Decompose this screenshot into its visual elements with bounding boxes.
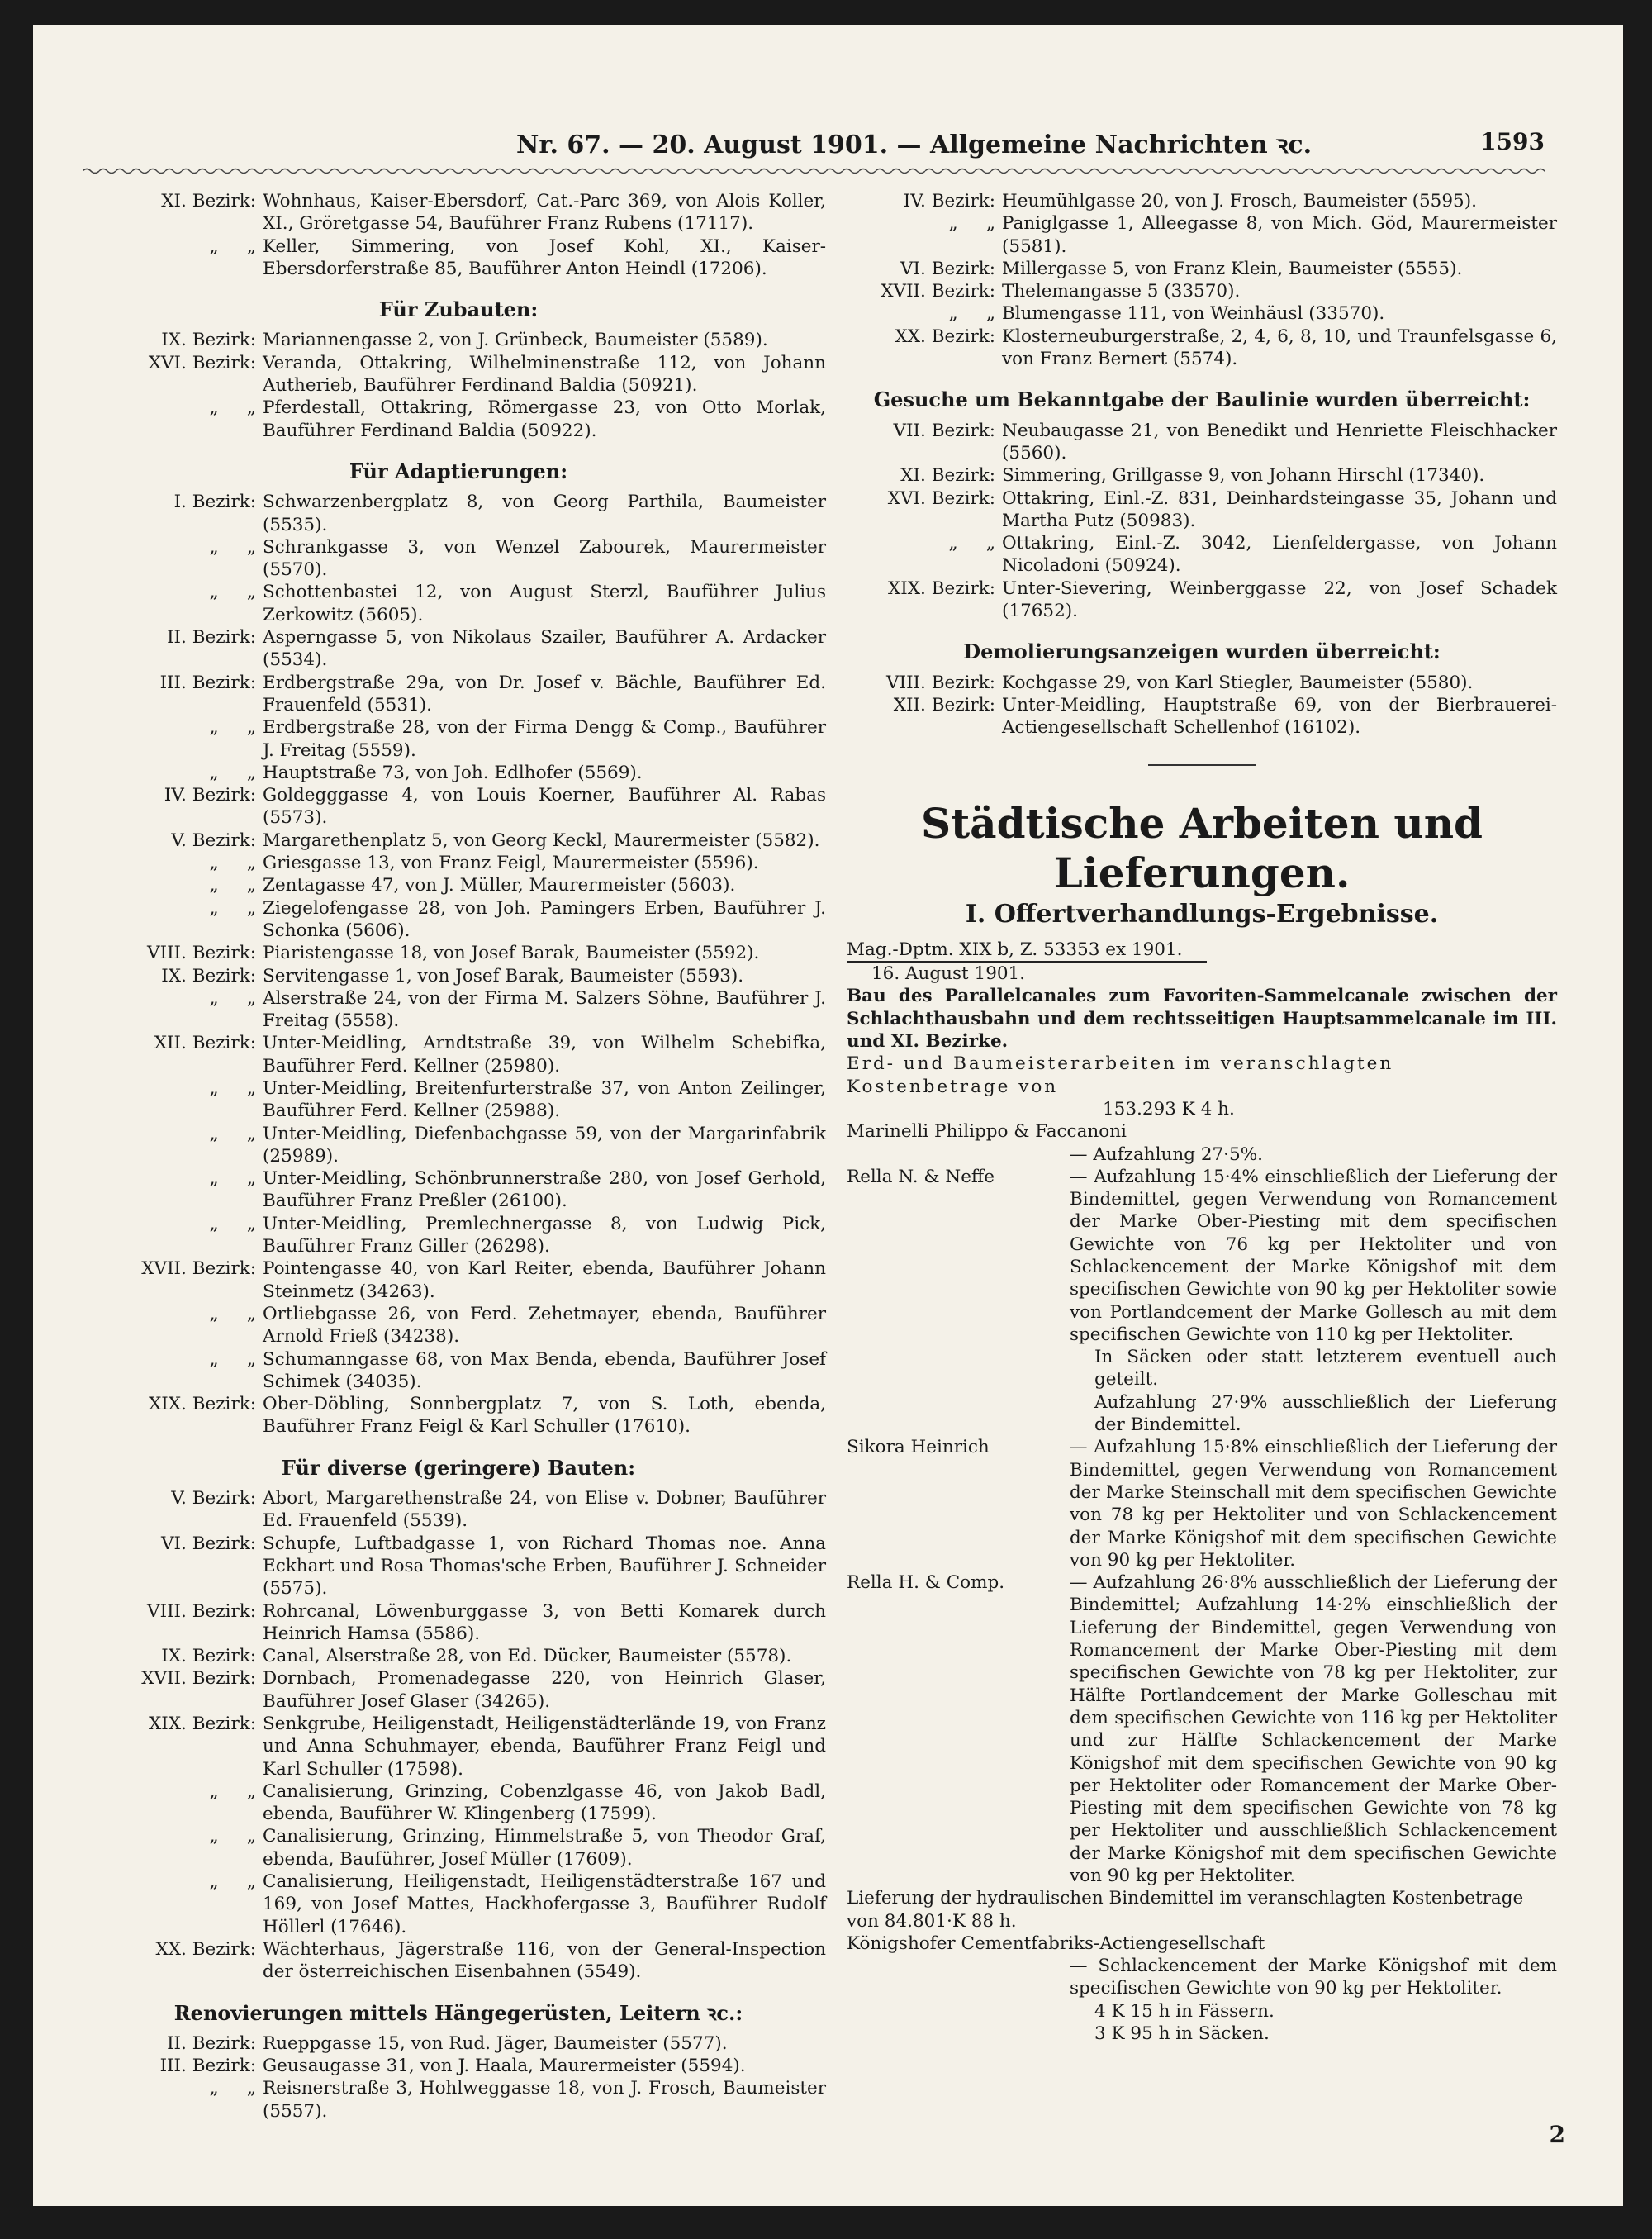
- entry-text: Rueppgasse 15, von Rud. Jäger, Baumeister (5577).: [263, 2032, 728, 2054]
- entry-text: Griesgasse 13, von Franz Feigl, Maurermeister (5596).: [263, 853, 759, 874]
- list-item: [91, 965, 826, 987]
- list-item: [91, 626, 826, 672]
- district-label: XI. Bezirk:: [900, 465, 995, 487]
- list-item: [91, 716, 826, 762]
- district-label: „ „: [209, 1871, 256, 1893]
- list-item: [91, 1938, 826, 1984]
- bidder-name: [847, 1346, 1070, 1391]
- list-item: [91, 942, 826, 964]
- district-label: „ „: [209, 897, 256, 919]
- list-item: [91, 1213, 826, 1258]
- bidder-name: Sikora Heinrich: [847, 1437, 990, 1458]
- list-item: [91, 397, 826, 442]
- entry-text: Hauptstraße 73, von Joh. Edlhofer (5569).: [263, 762, 643, 783]
- entry-text: Rohrcanal, Löwenburggasse 3, von Betti Komarek durch Heinrich Hamsa (5586).: [263, 1600, 826, 1644]
- list-item: [91, 491, 826, 536]
- entry-text: Zentagasse 47, von J. Müller, Maurermeister (5603).: [263, 875, 736, 896]
- section-title-demolierung: Demolierungsanzeigen wurden überreicht:: [963, 639, 1441, 664]
- entry-text: Unter-Meidling, Schönbrunnerstraße 280, von Josef Gerhold, Bauführer Franz Preßler (26100).: [263, 1168, 826, 1212]
- district-label: VIII. Bezirk:: [886, 672, 995, 693]
- section-title-diverse: Für diverse (geringere) Bauten:: [281, 1455, 636, 1480]
- district-label: V. Bezirk:: [171, 830, 256, 851]
- entry-text: Schrankgasse 3, von Wenzel Zabourek, Maurermeister (5570).: [263, 536, 826, 581]
- district-label: „ „: [948, 533, 995, 554]
- entry-text: Canalisierung, Grinzing, Cobenzlgasse 46, von Jakob Badl, ebenda, Bauführer W. Klingenberg (17599).: [263, 1780, 826, 1825]
- entry-text: Servitengasse 1, von Josef Barak, Baumeister (5593).: [263, 965, 744, 986]
- district-label: „ „: [209, 1780, 256, 1802]
- entry-text: Geusaugasse 31, von J. Haala, Maurermeister (5594).: [263, 2056, 746, 2077]
- district-label: XVI. Bezirk:: [148, 352, 256, 373]
- reference-date: 16. August 1901.: [871, 963, 1026, 985]
- bidder-name: Rella H. & Comp.: [847, 1572, 1005, 1594]
- entry-text: Margarethenplatz 5, von Georg Keckl, Maurermeister (5582).: [263, 830, 820, 851]
- district-label: „ „: [209, 397, 256, 419]
- list-item: [847, 326, 1557, 371]
- company-name: Königshofer Cementfabriks-Actiengesellschaft: [847, 1932, 1265, 1954]
- reference-number: Mag.-Dptm. XIX b, Z. 53353 ex 1901.: [847, 939, 1207, 963]
- bidder-terms: In Säcken oder statt letzterem eventuell auch geteilt.: [1094, 1347, 1557, 1390]
- entry-text: Senkgrube, Heiligenstadt, Heiligenstädterlände 19, von Franz und Anna Schuhmayer, ebenda, Bauführer Franz Feigl und Karl Schuller (17598).: [263, 1714, 826, 1780]
- entry-text: Asperngasse 5, von Nikolaus Szailer, Bauführer A. Ardacker (5534).: [263, 627, 826, 671]
- list-item: [91, 2077, 826, 2123]
- district-label: IV. Bezirk:: [903, 191, 995, 212]
- entry-text: Simmering, Grillgasse 9, von Johann Hirschl (17340).: [1002, 465, 1485, 487]
- district-label: VI. Bezirk:: [161, 1533, 256, 1554]
- entry-text: Ober-Döbling, Sonnbergplatz 7, von S. Loth, ebenda, Bauführer Franz Feigl & Karl Schuller (17610).: [263, 1394, 826, 1438]
- list-item: [91, 329, 826, 351]
- list-item: [847, 672, 1557, 694]
- page-header: [66, 120, 1590, 161]
- entry-text: Wohnhaus, Kaiser-Ebersdorf, Cat.-Parc 369, von Alois Koller, XI., Gröretgasse 54, Bauführer Franz Rubens (17117).: [263, 191, 826, 235]
- list-item: [847, 302, 1557, 325]
- works-amount: 153.293 K 4 h.: [1103, 1098, 1235, 1120]
- section-title-baulinie: Gesuche um Bekanntgabe der Baulinie wurden überreicht:: [873, 387, 1531, 412]
- entry-text: Ziegelofengasse 28, von Joh. Pamingers Erben, Bauführer J. Schonka (5606).: [263, 897, 826, 941]
- list-item: [91, 897, 826, 943]
- bidder-offer: [847, 1166, 1557, 1346]
- bidder-offer: [847, 1571, 1557, 1887]
- district-label: IX. Bezirk:: [161, 330, 256, 351]
- bidder-name: Marinelli Philippo & Faccanoni: [847, 1121, 1127, 1143]
- district-label: XVII. Bezirk:: [141, 1258, 256, 1280]
- right-column: [847, 190, 1557, 2045]
- price-barrels: 4 K 15 h in Fässern.: [1094, 2000, 1275, 2022]
- entry-text: Thelemangasse 5 (33570).: [1002, 281, 1241, 302]
- entry-text: Blumengasse 111, von Weinhäusl (33570).: [1002, 303, 1385, 325]
- district-label: III. Bezirk:: [159, 2056, 256, 2077]
- district-label: XIX. Bezirk:: [887, 578, 995, 599]
- entry-text: Paniglgasse 1, Alleegasse 8, von Mich. Göd, Maurermeister (5581).: [1002, 213, 1557, 257]
- entry-text: Goldegggasse 4, von Louis Koerner, Bauführer Al. Rabas (5573).: [263, 785, 826, 829]
- district-label: „ „: [209, 762, 256, 783]
- list-item: [91, 1077, 826, 1123]
- entry-text: Millergasse 5, von Franz Klein, Baumeister (5555).: [1002, 258, 1463, 279]
- list-item: [847, 578, 1557, 623]
- list-item: [91, 1303, 826, 1348]
- entry-text: Schumanngasse 68, von Max Benda, ebenda, Bauführer Josef Schimek (34035).: [263, 1348, 826, 1392]
- entry-text: Kochgasse 29, von Karl Stiegler, Baumeister (5580).: [1002, 672, 1474, 693]
- district-label: I. Bezirk:: [173, 492, 256, 513]
- district-label: III. Bezirk:: [159, 672, 256, 693]
- bidder-terms: Aufzahlung 27·9% ausschließlich der Lieferung der Bindemittel.: [1094, 1391, 1557, 1436]
- list-item: [847, 212, 1557, 258]
- bidder-name: [847, 1391, 1070, 1437]
- district-label: „ „: [209, 987, 256, 1009]
- entry-text: Piaristengasse 18, von Josef Barak, Baumeister (5592).: [263, 943, 760, 964]
- district-label: VII. Bezirk:: [893, 420, 995, 441]
- list-item: [91, 1667, 826, 1713]
- bidder-terms: — Aufzahlung 26·8% ausschließlich der Lieferung der Bindemittel; Aufzahlung 14·2% einschließlich der Lieferung der Bindemittel, gegen Verwendung von Romancement der Marke Ober-Piesting mit dem specifischen Gewichte von 78 kg per Hektoliter, zur Hälfte Portlandcement der Marke Golleschau mit dem specifischen Gewichte von 116 kg per Hektoliter und zur Hälfte Schlackencement der Marke Königshof mit dem specifischen Gewichte von 90 kg per Hektoliter oder Romancement der Marke Ober-Piesting mit dem specifischen Gewichte von 78 kg per Hektoliter und ausschließlich Schlackencement der Marke Königshof mit dem specifischen Gewichte von 90 kg per Hektoliter.: [1070, 1572, 1557, 1886]
- list-item: [847, 532, 1557, 578]
- entry-text: Ottakring, Einl.-Z. 831, Deinhardsteingasse 35, Johann und Martha Putz (50983).: [1002, 487, 1557, 531]
- entry-text: Reisnerstraße 3, Hohlweggasse 18, von J. Frosch, Baumeister (5557).: [263, 2078, 826, 2122]
- list-item: [847, 258, 1557, 280]
- district-label: XI. Bezirk:: [161, 191, 256, 212]
- list-item: [91, 1123, 826, 1168]
- issue-line: Nr. 67. — 20. August 1901. — Allgemeine Nachrichten ꝛc.: [516, 131, 1313, 159]
- district-label: „ „: [209, 582, 256, 603]
- entry-text: Keller, Simmering, von Josef Kohl, XI., Kaiser-Ebersdorferstraße 85, Bauführer Anton Heindl (17206).: [263, 235, 826, 279]
- entry-text: Schottenbastei 12, von August Sterzl, Bauführer Julius Zerkowitz (5605).: [263, 582, 826, 625]
- page-number: 1593: [1480, 128, 1545, 155]
- list-item: [91, 352, 826, 397]
- district-label: XVI. Bezirk:: [887, 487, 995, 509]
- list-item: [91, 1533, 826, 1600]
- district-label: „ „: [209, 875, 256, 896]
- district-label: „ „: [209, 235, 256, 257]
- district-label: II. Bezirk:: [167, 2032, 256, 2054]
- section-subtitle-offert: I. Offertverhandlungs-Ergebnisse.: [965, 899, 1439, 929]
- list-item: [91, 1600, 826, 1646]
- section-title-zubauten: Für Zubauten:: [378, 297, 539, 322]
- section-title-renovierungen: Renovierungen mittels Hängegerüsten, Leitern ꝛc.:: [173, 2000, 743, 2025]
- bidder-offer: — Aufzahlung 27·5%.: [1070, 1143, 1263, 1165]
- list-item: [91, 1645, 826, 1667]
- project-title: Bau des Parallelcanales zum Favoriten-Sammelcanale zwischen der Schlachthausbahn und dem rechtsseitigen Hauptsammelcanale im III. und XI. Bezirke.: [847, 986, 1557, 1053]
- district-label: „ „: [209, 2078, 256, 2099]
- district-label: „ „: [209, 1303, 256, 1324]
- district-label: XII. Bezirk:: [893, 694, 995, 715]
- district-label: IX. Bezirk:: [161, 965, 256, 986]
- district-label: XIX. Bezirk:: [148, 1394, 256, 1415]
- newspaper-page: [33, 25, 1623, 2206]
- entry-text: Unter-Meidling, Breitenfurterstraße 37, von Anton Zeilinger, Bauführer Ferd. Kellner (25988).: [263, 1077, 826, 1122]
- list-item: [91, 536, 826, 582]
- district-label: XII. Bezirk:: [154, 1033, 256, 1054]
- list-item: [91, 762, 826, 784]
- district-label: „ „: [948, 213, 995, 235]
- district-label: „ „: [209, 1348, 256, 1370]
- list-item: [91, 1257, 826, 1303]
- entry-text: Ottakring, Einl.-Z. 3042, Lienfeldergasse, von Johann Nicoladoni (50924).: [1002, 533, 1557, 577]
- district-label: VI. Bezirk:: [900, 258, 995, 279]
- district-label: V. Bezirk:: [171, 1488, 256, 1509]
- list-item: [847, 280, 1557, 302]
- entry-text: Dornbach, Promenadegasse 220, von Heinrich Glaser, Bauführer Josef Glaser (34265).: [263, 1668, 826, 1712]
- list-item: [91, 852, 826, 874]
- section-title-staedtisch: Städtische Arbeiten und Lieferungen.: [920, 798, 1483, 897]
- entry-text: Erdbergstraße 28, von der Firma Dengg & Comp., Bauführer J. Freitag (5559).: [263, 717, 826, 761]
- list-item: [847, 694, 1557, 739]
- district-label: „ „: [209, 1123, 256, 1144]
- district-label: „ „: [209, 717, 256, 739]
- district-label: IX. Bezirk:: [161, 1646, 256, 1667]
- entry-text: Unter-Meidling, Premlechnergasse 8, von Ludwig Pick, Bauführer Franz Giller (26298).: [263, 1213, 826, 1257]
- price-sacks: 3 K 95 h in Säcken.: [1094, 2023, 1270, 2045]
- section-title-adaptierungen: Für Adaptierungen:: [349, 459, 568, 483]
- district-label: XX. Bezirk:: [895, 326, 995, 347]
- header-wavy-rule: [83, 165, 1545, 177]
- delivery-description: Lieferung der hydraulischen Bindemittel im veranschlagten Kostenbetrage von 84.801·K 88 h.: [847, 1888, 1524, 1932]
- district-label: VIII. Bezirk:: [147, 1600, 256, 1622]
- district-label: „ „: [948, 303, 995, 325]
- entry-text: Canalisierung, Grinzing, Himmelstraße 5, von Theodor Graf, ebenda, Bauführer, Josef Müller (17609).: [263, 1826, 826, 1870]
- district-label: „ „: [209, 1168, 256, 1190]
- district-label: XVII. Bezirk:: [141, 1668, 256, 1690]
- entry-text: Pointengasse 40, von Karl Reiter, ebenda, Bauführer Johann Steinmetz (34263).: [263, 1258, 826, 1302]
- bidder-terms: — Aufzahlung 15·8% einschließlich der Lieferung der Bindemittel, gegen Verwendung von Romancement der Marke Steinschall mit dem specifischen Gewichte von 78 kg per Hektoliter und von Schlackencement der Marke Königshof mit dem specifischen Gewichte von 90 kg per Hektoliter.: [1070, 1437, 1557, 1571]
- entry-text: Ortliebgasse 26, von Ferd. Zehetmayer, ebenda, Bauführer Arnold Frieß (34238).: [263, 1303, 826, 1348]
- list-item: [91, 830, 826, 852]
- district-label: „ „: [209, 853, 256, 874]
- list-item: [847, 464, 1557, 487]
- company-offer: — Schlackencement der Marke Königshof mit dem specifischen Gewichte von 90 kg per Hektoliter.: [1070, 1956, 1557, 1999]
- entry-text: Alserstraße 24, von der Firma M. Salzers Söhne, Bauführer J. Freitag (5558).: [263, 987, 826, 1032]
- list-item: [91, 1780, 826, 1826]
- entry-text: Mariannengasse 2, von J. Grünbeck, Baumeister (5589).: [263, 330, 768, 351]
- entry-text: Wächterhaus, Jägerstraße 116, von der General-Inspection der österreichischen Eisenbahnen (5549).: [263, 1938, 826, 1983]
- district-label: „ „: [209, 536, 256, 558]
- list-item: [91, 190, 826, 235]
- entry-text: Abort, Margarethenstraße 24, von Elise v. Dobner, Bauführer Ed. Frauenfeld (5539).: [263, 1488, 826, 1532]
- list-item: [91, 1713, 826, 1780]
- entry-text: Schwarzenbergplatz 8, von Georg Parthila, Baumeister (5535).: [263, 492, 826, 535]
- bidder-terms: — Aufzahlung 15·4% einschließlich der Lieferung der Bindemittel, gegen Verwendung von Romancement der Marke Ober-Piesting mit dem specifischen Gewichte von 76 kg per Hektoliter und von Schlackencement der Marke Königshof mit dem specifischen Gewichte von 90 kg per Hektoliter sowie von Portlandcement der Marke Gollesch au mit dem specifischen Gewichte von 110 kg per Hektoliter.: [1070, 1166, 1557, 1345]
- district-label: XIX. Bezirk:: [148, 1714, 256, 1734]
- list-item: [91, 581, 826, 626]
- entry-text: Veranda, Ottakring, Wilhelminenstraße 112, von Johann Autherieb, Bauführer Ferdinand Baldia (50921).: [263, 352, 826, 397]
- bidder-offer: [847, 1391, 1557, 1437]
- district-label: VIII. Bezirk:: [147, 943, 256, 964]
- district-label: XVII. Bezirk:: [881, 281, 995, 302]
- list-item: [91, 1487, 826, 1533]
- list-item: [91, 1871, 826, 1938]
- entry-text: Heumühlgasse 20, von J. Frosch, Baumeister (5595).: [1002, 191, 1477, 212]
- entry-text: Pferdestall, Ottakring, Römergasse 23, von Otto Morlak, Bauführer Ferdinand Baldia (50922).: [263, 397, 826, 441]
- entry-text: Erdbergstraße 29a, von Dr. Josef v. Bächle, Bauführer Ed. Frauenfeld (5531).: [263, 672, 826, 715]
- list-item: [91, 1348, 826, 1394]
- entry-text: Unter-Sievering, Weinberggasse 22, von Josef Schadek (17652).: [1002, 578, 1557, 622]
- district-label: „ „: [209, 1077, 256, 1099]
- bidder-offer: [847, 1436, 1557, 1571]
- section-divider: [1148, 764, 1256, 766]
- list-item: [91, 235, 826, 281]
- footer-number: 2: [1549, 2121, 1565, 2148]
- entry-text: Canalisierung, Heiligenstadt, Heiligenstädterstraße 167 und 169, von Josef Mattes, Hackhofergasse 3, Bauführer Rudolf Höllerl (17646).: [263, 1871, 826, 1937]
- entry-text: Klosterneuburgerstraße, 2, 4, 6, 8, 10, und Traunfelsgasse 6, von Franz Bernert (5574).: [1002, 326, 1557, 370]
- entry-text: Unter-Meidling, Arndtstraße 39, von Wilhelm Schebifka, Bauführer Ferd. Kellner (25980).: [263, 1033, 826, 1077]
- district-label: „ „: [209, 1826, 256, 1847]
- list-item: [91, 2055, 826, 2077]
- list-item: [91, 784, 826, 830]
- list-item: [91, 874, 826, 896]
- bidder-offer: [847, 1346, 1557, 1391]
- district-label: „ „: [209, 1213, 256, 1234]
- entry-text: Canal, Alserstraße 28, von Ed. Dücker, Baumeister (5578).: [263, 1646, 792, 1667]
- district-label: XX. Bezirk:: [155, 1938, 256, 1960]
- list-item: [847, 190, 1557, 212]
- list-item: [91, 1825, 826, 1871]
- list-item: [91, 987, 826, 1033]
- list-item: [91, 1393, 826, 1438]
- list-item: [91, 2032, 826, 2055]
- works-description: Erd- und Baumeisterarbeiten im veranschlagten Kostenbetrage von: [847, 1053, 1394, 1097]
- entry-text: Neubaugasse 21, von Benedikt und Henriette Fleischhacker (5560).: [1002, 420, 1557, 463]
- list-item: [91, 1032, 826, 1077]
- list-item: [847, 420, 1557, 465]
- list-item: [847, 487, 1557, 533]
- list-item: [91, 1167, 826, 1213]
- entry-text: Unter-Meidling, Hauptstraße 69, von der Bierbrauerei-Actiengesellschaft Schellenhof (16102).: [1002, 694, 1557, 739]
- district-label: IV. Bezirk:: [164, 785, 256, 806]
- entry-text: Schupfe, Luftbadgasse 1, von Richard Thomas noe. Anna Eckhart und Rosa Thomas'sche Erben, Bauführer J. Schneider (5575).: [263, 1533, 826, 1600]
- left-column: [91, 190, 826, 2123]
- bidder-name: Rella N. & Neffe: [847, 1166, 995, 1187]
- list-item: [91, 672, 826, 717]
- entry-text: Unter-Meidling, Diefenbachgasse 59, von der Margarinfabrik (25989).: [263, 1123, 826, 1167]
- district-label: II. Bezirk:: [167, 627, 256, 649]
